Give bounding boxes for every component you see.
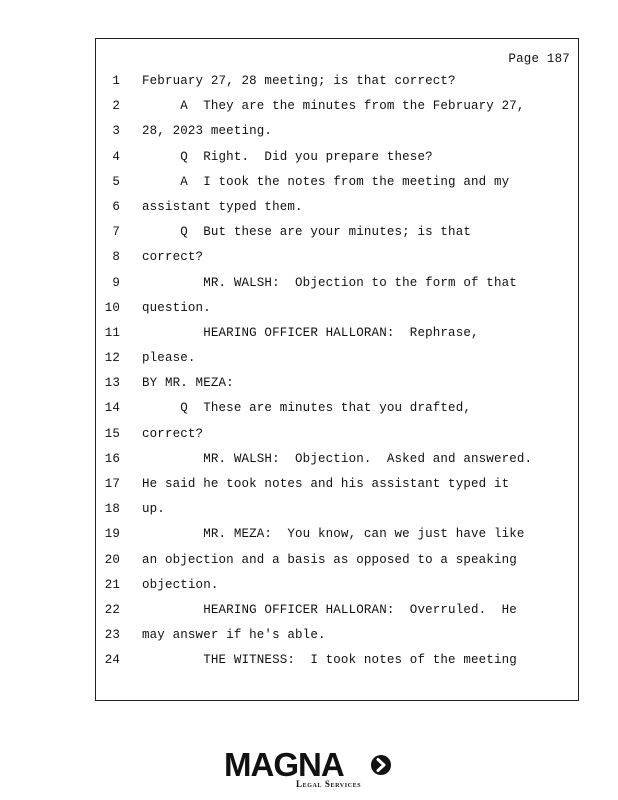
line-text: Q These are minutes that you drafted, (142, 401, 472, 416)
line-text: Q But these are your minutes; is that (142, 225, 472, 240)
line-number: 20 (104, 552, 120, 567)
line-text: an objection and a basis as opposed to a speaking (142, 552, 517, 567)
line-number: 22 (104, 602, 120, 617)
line-text: THE WITNESS: I took notes of the meeting (142, 653, 517, 668)
line-number: 6 (112, 199, 120, 214)
line-text: may answer if he's able. (142, 628, 326, 643)
magna-logo (224, 748, 394, 792)
line-number: 7 (112, 225, 120, 240)
line-text: MR. WALSH: Objection. Asked and answered. (142, 451, 533, 466)
logo-tagline: Legal Services (296, 779, 362, 789)
line-number: 1 (112, 74, 120, 88)
line-text: please. (142, 351, 196, 366)
line-text: BY MR. MEZA: (142, 376, 234, 391)
line-number: 15 (104, 426, 120, 441)
line-text: MR. WALSH: Objection to the form of that (142, 275, 517, 290)
line-number: 23 (104, 628, 120, 643)
line-text: A I took the notes from the meeting and my (142, 174, 510, 189)
line-number: 9 (112, 275, 120, 290)
chevron-right-circle-icon (370, 754, 392, 776)
line-number: 19 (104, 527, 120, 542)
line-number: 11 (104, 325, 120, 340)
line-text: He said he took notes and his assistant typed it (142, 477, 510, 491)
line-number: 18 (104, 502, 120, 517)
line-text: 28, 2023 meeting. (142, 124, 273, 139)
line-number: 8 (112, 250, 120, 265)
line-number: 5 (112, 174, 120, 189)
line-text: HEARING OFFICER HALLORAN: Overruled. He (142, 602, 517, 617)
line-number: 13 (104, 376, 120, 391)
line-text: up. (142, 502, 165, 517)
line-text: A They are the minutes from the February 27, (142, 99, 525, 114)
line-number: 2 (112, 99, 120, 114)
line-text: MR. MEZA: You know, can we just have like (142, 527, 525, 542)
line-text: Q Right. Did you prepare these? (142, 149, 433, 164)
line-number: 14 (104, 401, 120, 416)
line-number: 4 (112, 149, 120, 164)
logo-wordmark: MAGNA (224, 746, 344, 783)
line-text: question. (142, 300, 211, 315)
line-text: objection. (142, 577, 219, 592)
line-text: HEARING OFFICER HALLORAN: Rephrase, (142, 325, 479, 340)
line-number: 12 (104, 351, 120, 366)
transcript-page (95, 38, 579, 701)
line-number: 21 (104, 577, 120, 592)
line-number: 3 (112, 124, 120, 139)
line-number: 16 (104, 451, 120, 466)
line-text: correct? (142, 250, 204, 265)
line-number: 17 (104, 477, 120, 491)
line-number: 10 (104, 300, 120, 315)
line-text: February 27, 28 meeting; is that correct? (142, 74, 456, 88)
line-text: correct? (142, 426, 204, 441)
line-text: assistant typed them. (142, 199, 303, 214)
line-number: 24 (104, 653, 120, 668)
page-number: Page 187 (508, 52, 570, 66)
